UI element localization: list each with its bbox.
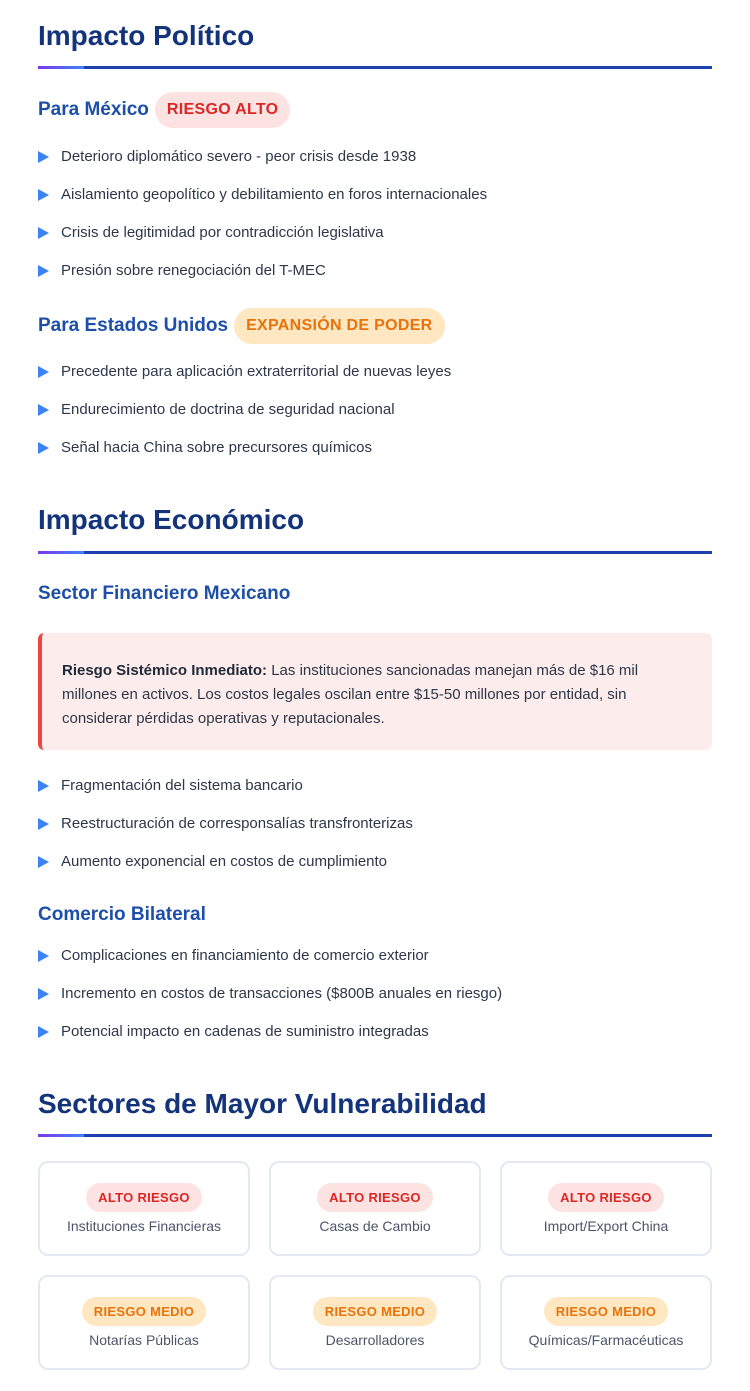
list-item: Deterioro diplomático severo - peor crisis desde 1938 [38, 148, 416, 165]
sector-label: Casas de Cambio [319, 1218, 431, 1234]
triangle-bullet-icon [38, 189, 49, 201]
triangle-bullet-icon [38, 856, 49, 868]
medium-risk-badge: RIESGO MEDIO [313, 1297, 437, 1326]
risk-badge-high: RIESGO ALTO [155, 92, 290, 128]
sector-card [500, 1275, 712, 1370]
high-risk-badge: ALTO RIESGO [548, 1183, 664, 1212]
triangle-bullet-icon [38, 1026, 49, 1038]
section-divider [38, 551, 712, 554]
sector-card [38, 1275, 250, 1370]
medium-risk-badge: RIESGO MEDIO [82, 1297, 206, 1326]
list-item: Potencial impacto en cadenas de suministro integradas [38, 1023, 429, 1040]
usa-heading-text: Para Estados Unidos [38, 315, 229, 336]
sector-card [269, 1161, 481, 1256]
sector-card [500, 1161, 712, 1256]
section-divider [38, 1134, 712, 1137]
sector-label: Import/Export China [543, 1218, 669, 1234]
triangle-bullet-icon [38, 442, 49, 454]
usa-heading [38, 308, 445, 344]
sector-card [269, 1275, 481, 1370]
high-risk-badge: ALTO RIESGO [317, 1183, 433, 1212]
list-item: Aumento exponencial en costos de cumplimiento [38, 853, 387, 870]
triangle-bullet-icon [38, 818, 49, 830]
triangle-bullet-icon [38, 265, 49, 277]
sector-card [38, 1161, 250, 1256]
medium-risk-badge: RIESGO MEDIO [544, 1297, 668, 1326]
list-item: Aislamiento geopolítico y debilitamiento en foros internacionales [38, 186, 487, 203]
vulnerability-section-title: Sectores de Mayor Vulnerabilidad [38, 1088, 487, 1119]
list-item: Reestructuración de corresponsalías transfronterizas [38, 815, 413, 832]
alert-label: Riesgo Sistémico Inmediato: [62, 662, 268, 679]
mexico-heading [38, 92, 290, 128]
list-item: Crisis de legitimidad por contradicción legislativa [38, 224, 384, 241]
power-expansion-badge: EXPANSIÓN DE PODER [234, 308, 444, 344]
triangle-bullet-icon [38, 988, 49, 1000]
alert-text: Las instituciones sancionadas manejan más de $16 mil millones en activos. Los costos legales oscilan entre $15-50 millones por entidad, sin considerar pérdidas operativas y reputacionales. [62, 662, 639, 727]
triangle-bullet-icon [38, 950, 49, 962]
economic-section-title: Impacto Económico [38, 504, 305, 535]
list-item: Fragmentación del sistema bancario [38, 777, 303, 794]
triangle-bullet-icon [38, 151, 49, 163]
triangle-bullet-icon [38, 227, 49, 239]
list-item: Incremento en costos de transacciones ($800B anuales en riesgo) [38, 985, 502, 1002]
political-section-title: Impacto Político [38, 20, 255, 51]
systemic-risk-alert [38, 633, 712, 750]
list-item: Presión sobre renegociación del T-MEC [38, 262, 326, 279]
sector-label: Químicas/Farmacéuticas [528, 1332, 684, 1348]
financial-sector-heading: Sector Financiero Mexicano [38, 583, 291, 604]
section-divider [38, 66, 712, 69]
list-item: Complicaciones en financiamiento de comercio exterior [38, 947, 429, 964]
triangle-bullet-icon [38, 404, 49, 416]
high-risk-badge: ALTO RIESGO [86, 1183, 202, 1212]
bilateral-trade-heading: Comercio Bilateral [38, 904, 206, 925]
list-item: Señal hacia China sobre precursores químicos [38, 439, 372, 456]
sector-label: Desarrolladores [325, 1332, 425, 1348]
sector-label: Notarías Públicas [89, 1332, 199, 1348]
sector-label: Instituciones Financieras [66, 1218, 222, 1234]
list-item: Endurecimiento de doctrina de seguridad nacional [38, 401, 395, 418]
triangle-bullet-icon [38, 780, 49, 792]
list-item: Precedente para aplicación extraterritorial de nuevas leyes [38, 363, 451, 380]
triangle-bullet-icon [38, 366, 49, 378]
mexico-heading-text: Para México [38, 99, 149, 120]
